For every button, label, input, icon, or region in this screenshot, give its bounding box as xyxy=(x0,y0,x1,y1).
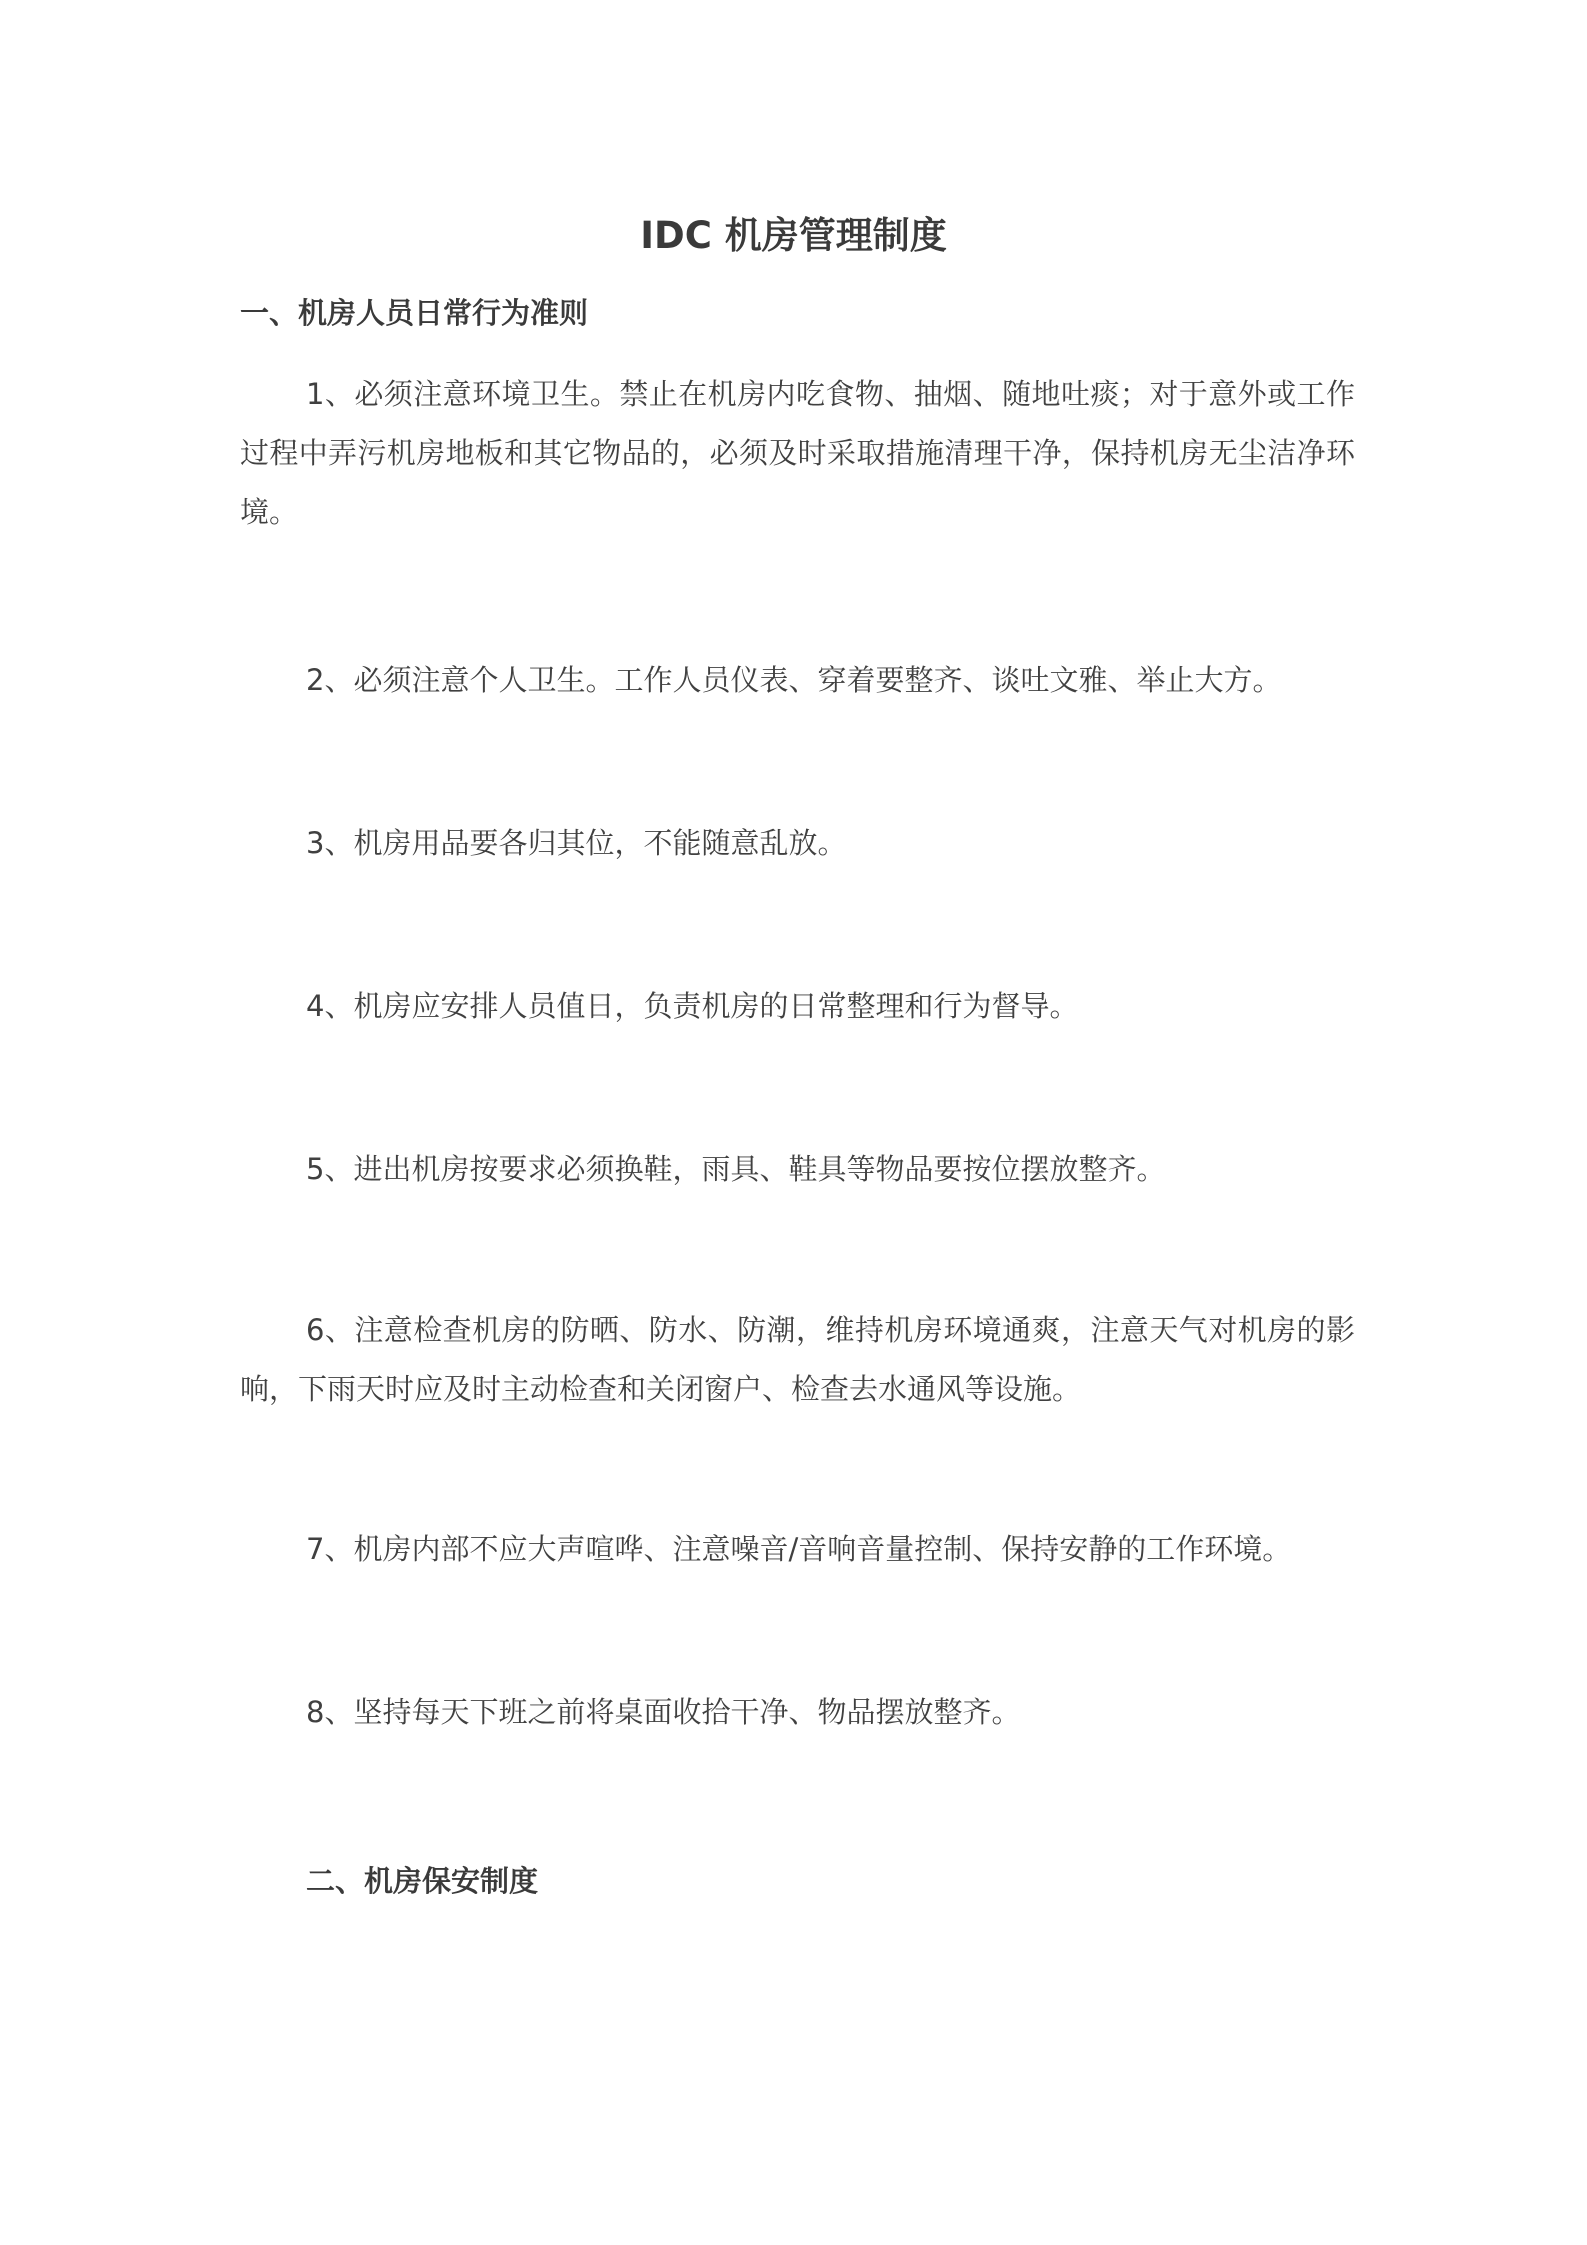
rule-item-2: 2、必须注意个人卫生。工作人员仪表、穿着要整齐、谈吐文雅、举止大方。 xyxy=(306,663,1282,697)
rule-item-8: 8、坚持每天下班之前将桌面收拾干净、物品摆放整齐。 xyxy=(306,1695,1021,1729)
document-title: IDC 机房管理制度 xyxy=(640,214,947,257)
rule-item-6: 6、注意检查机房的防晒、防水、防潮，维持机房环境通爽，注意天气对机房的影响，下雨天时应及时主动检查和关闭窗户、检查去水通风等设施。 xyxy=(240,1313,1355,1406)
section-heading-2: 二、机房保安制度 xyxy=(306,1864,539,1898)
rule-item-4: 4、机房应安排人员值日，负责机房的日常整理和行为督导。 xyxy=(306,989,1079,1023)
rule-item-7: 7、机房内部不应大声喧哗、注意噪音/音响音量控制、保持安静的工作环境。 xyxy=(306,1532,1292,1566)
rule-item-3: 3、机房用品要各归其位，不能随意乱放。 xyxy=(306,826,847,860)
section-heading-1: 一、机房人员日常行为准则 xyxy=(240,296,589,330)
rule-item-1: 1、必须注意环境卫生。禁止在机房内吃食物、抽烟、随地吐痰；对于意外或工作过程中弄污机房地板和其它物品的，必须及时采取措施清理干净，保持机房无尘洁净环境。 xyxy=(240,377,1355,529)
rule-item-5: 5、进出机房按要求必须换鞋，雨具、鞋具等物品要按位摆放整齐。 xyxy=(306,1152,1166,1186)
